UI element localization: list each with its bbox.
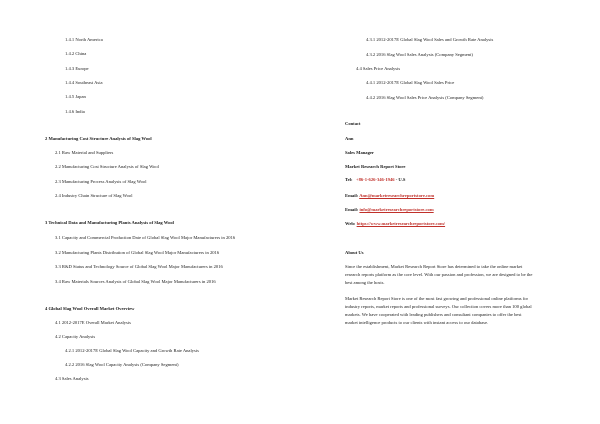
email-1-label: Email: — [345, 193, 359, 198]
toc-item-4-3: 4.3 Sales Analysis — [55, 376, 89, 381]
about-para2-line: Market Research Report Store is one of the most fast growing and professional online platforms for — [345, 296, 529, 301]
contact-heading: Contact — [345, 121, 361, 126]
toc-item-4-2-2: 4.2.2 2016 Slag Wool Capacity Analysis (Company Segment) — [65, 362, 179, 367]
toc-item-1-4-1: 1.4.1 North America — [65, 37, 103, 42]
about-para2-line: market intelligence products to our clients with instant access to our database. — [345, 320, 489, 325]
contact-tel — [345, 177, 405, 183]
toc-item-3-2: 3.2 Manufacturing Plants Distribution of Global Slag Wool Major Manufacturers in 2016 — [55, 250, 220, 255]
about-para1-line: best among the hosts. — [345, 280, 385, 285]
contact-role: Sales Manager — [345, 150, 374, 155]
toc-heading-section-3: 3 Technical Data and Manufacturing Plants Analysis of Slag Wool — [45, 220, 174, 225]
toc-item-4-1: 4.1 2012-2017E Overall Market Analysis — [55, 320, 131, 325]
toc-item-3-1: 3.1 Capacity and Commercial Production Date of Global Slag Wool Major Manufacturers in 2016 — [55, 235, 236, 240]
toc-item-4-4-1: 4.4.1 2012-2017E Global Slag Wool Sales Price — [366, 80, 455, 85]
toc-item-4-2: 4.2 Capacity Analysis — [55, 334, 96, 339]
tel-suffix: - U.S — [394, 177, 406, 182]
email-2-label: Email: — [345, 207, 359, 212]
toc-item-4-3-2: 4.3.2 2016 Slag Wool Sales Analysis (Company Segment) — [366, 52, 473, 57]
toc-heading-section-2: 2 Manufacturing Cost Structure Analysis of Slag Wool — [45, 136, 152, 141]
toc-item-1-4-3: 1.4.3 Europe — [65, 66, 89, 71]
contact-email-2 — [345, 207, 434, 213]
toc-item-4-4: 4.4 Sales Price Analysis — [356, 66, 401, 71]
web-label: Web: — [345, 221, 356, 226]
toc-heading-section-4: 4 Global Slag Wool Overall Market Overview — [45, 306, 135, 311]
contact-name: Ann — [345, 136, 354, 141]
web-link[interactable]: https://www.marketresearchreportstore.com/ — [356, 221, 446, 226]
toc-item-2-2: 2.2 Manufacturing Cost Structure Analysis of Slag Wool — [55, 164, 159, 169]
contact-email-1 — [345, 193, 434, 199]
toc-item-4-3-1: 4.3.1 2012-2017E Global Slag Wool Sales and Growth Rate Analysis — [366, 37, 494, 42]
email-2-link[interactable]: info@marketresearchreportstore.com — [359, 207, 434, 212]
toc-item-3-4: 3.4 Raw Materials Sources Analysis of Global Slag Wool Major Manufacturers in 2016 — [55, 279, 216, 284]
email-1-link[interactable]: Ann@marketresearchreportstore.com — [359, 193, 435, 198]
toc-item-1-4-2: 1.4.2 China — [65, 51, 87, 56]
about-para2-line: industry reports, market reports and professional surveys. Our collection covers more than 100 global — [345, 304, 532, 309]
contact-web — [345, 221, 445, 227]
about-para2-line: markets. We have cooperated with leading publishers and consultant companies to offer the best — [345, 312, 522, 317]
toc-item-1-4-4: 1.4.4 Southeast Asia — [65, 80, 103, 85]
toc-item-4-2-1: 4.2.1 2012-2017E Global Slag Wool Capacity and Growth Rate Analysis — [65, 348, 199, 353]
tel-value[interactable]: +86-1-626-346-1946 — [355, 177, 395, 182]
toc-item-2-3: 2.3 Manufacturing Process Analysis of Slag Wool — [55, 179, 147, 184]
about-heading: About Us — [345, 250, 364, 255]
toc-item-2-1: 2.1 Raw Material and Suppliers — [55, 150, 114, 155]
contact-company: Market Research Report Store — [345, 164, 406, 169]
toc-item-1-4-6: 1.4.6 India — [65, 109, 85, 114]
tel-label: Tel: — [345, 177, 353, 182]
toc-item-2-4: 2.4 Industry Chain Structure of Slag Wool — [55, 193, 133, 198]
toc-item-3-3: 3.3 R&D Status and Technology Source of Global Slag Wool Major Manufacturers in 2016 — [55, 264, 223, 269]
toc-item-1-4-5: 1.4.5 Japan — [65, 94, 86, 99]
about-para1-line: research reports platform as the core level. With our passion and profession, we are designed to be the — [345, 272, 533, 277]
toc-item-4-4-2: 4.4.2 2016 Slag Wool Sales Price Analysis (Company Segment) — [366, 95, 484, 100]
about-para1-line: Since the establishment, Market Research Report Store has determined to take the online market — [345, 264, 523, 269]
